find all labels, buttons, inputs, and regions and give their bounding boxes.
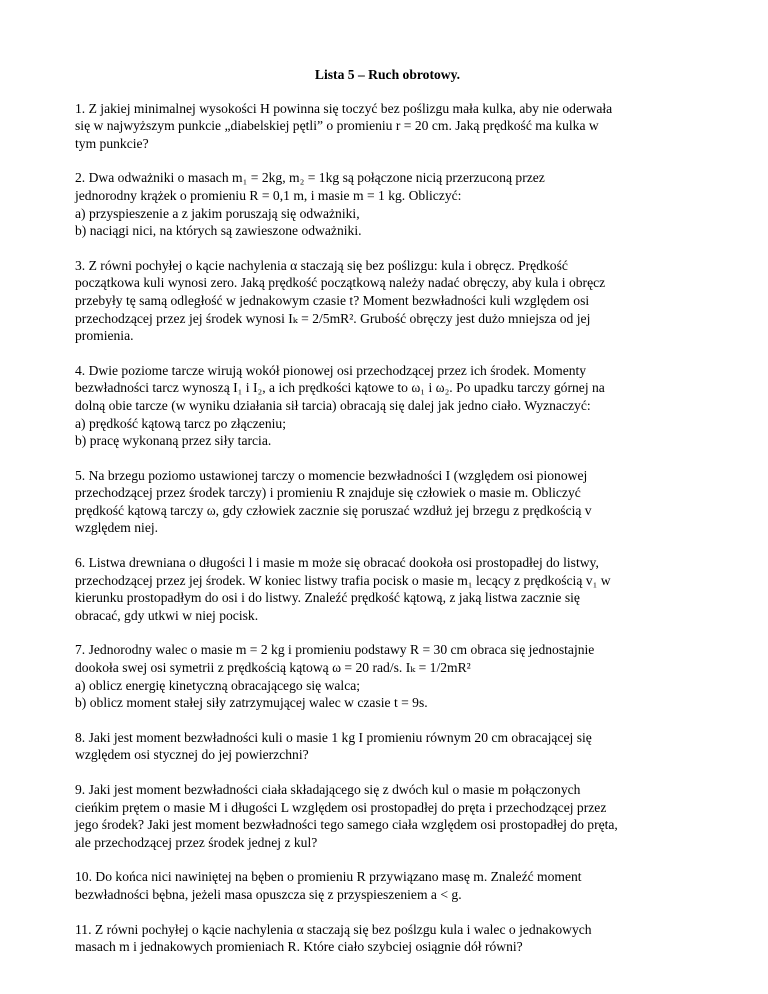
problem-line: masach m i jednakowych promieniach R. Które ciało szybciej osiągnie dół równi? (75, 939, 523, 955)
problem-9 (75, 781, 700, 851)
problem-line: 6. Listwa drewniana o długości l i masie m może się obracać dookoła osi prostopadłej do listwy, (75, 555, 599, 571)
problem-8 (75, 729, 700, 764)
problem-line: 2. Dwa odważniki o masach m₁ = 2kg, m₂ = 1kg są połączone nicią przerzuconą przez (75, 170, 545, 186)
problem-line: ale przechodzącej przez środek jednej z kul? (75, 834, 318, 850)
problem-line: obracać, gdy utkwi w niej pocisk. (75, 607, 259, 623)
problem-line: 3. Z równi pochyłej o kącie nachylenia α staczają się bez poślizgu: kula i obręcz. Prędkość (75, 257, 568, 273)
problem-line: cieńkim prętem o masie M i długości L względem osi prostopadłej do pręta i przechodzącej przez (75, 799, 607, 815)
problem-line: jego środek? Jaki jest moment bezwładności tego samego ciała względem osi prostopadłej do pręta, (75, 817, 618, 833)
problem-1 (75, 100, 700, 153)
document-title: Lista 5 – Ruch obrotowy. (314, 67, 461, 82)
problem-line: bezwładności bębna, jeżeli masa opuszcza się z przyspieszeniem a < g. (75, 886, 462, 902)
problem-line: przechodzącej przez jej środek. W koniec listwy trafia pocisk o masie m₁ lecący z prędkością v₁ w (75, 572, 611, 588)
problem-line: 5. Na brzegu poziomo ustawionej tarczy o momencie bezwładności I (względem osi pionowej (75, 467, 588, 483)
problem-line: względem niej. (75, 520, 159, 536)
problem-line: 9. Jaki jest moment bezwładności ciała składającego się z dwóch kul o masie m połączonych (75, 782, 581, 797)
problem-line: początkowa kuli wynosi zero. Jaką prędkość początkową należy nadać obręczy, aby kula i obręcz (75, 275, 606, 291)
problem-5 (75, 467, 700, 537)
problem-line: bezwładności tarcz wynoszą I₁ i I₂, a ich prędkości kątowe to ω₁ i ω₂. Po upadku tarczy górnej na (75, 380, 605, 396)
problem-line: 11. Z równi pochyłej o kącie nachylenia α staczają się bez poślzgu kula i walec o jednakowych (75, 921, 592, 937)
problem-line: 10. Do końca nici nawiniętej na bęben o promieniu R przywiązano masę m. Znaleźć moment (75, 869, 582, 885)
problem-line: 7. Jednorodny walec o masie m = 2 kg i promieniu podstawy R = 30 cm obraca się jednostajnie (75, 642, 595, 658)
problem-10 (75, 868, 700, 903)
problem-line: 8. Jaki jest moment bezwładności kuli o masie 1 kg I promieniu równym 20 cm obracającej się (75, 729, 592, 745)
problem-line: kierunku prostopadłym do osi i do listwy. Znaleźć prędkość kątową, z jaką listwa zacznie się (75, 590, 580, 606)
problem-line: promienia. (75, 328, 134, 344)
problem-line: tym punkcie? (75, 135, 149, 151)
problem-line: 1. Z jakiej minimalnej wysokości H powinna się toczyć bez poślizgu mała kulka, aby nie oderwała (75, 100, 613, 116)
problem-2 (75, 169, 700, 239)
problem-line: a) oblicz energię kinetyczną obracającego się walca; (75, 677, 361, 693)
problem-line: a) prędkość kątową tarcz po złączeniu; (75, 415, 286, 431)
problem-line: względem osi stycznej do jej powierzchni? (75, 747, 309, 763)
document-page (75, 66, 700, 973)
problem-11 (75, 921, 700, 956)
problem-line: prędkość kątową tarczy ω, gdy człowiek zacznie się poruszać wzdłuż jej brzegu z prędkością v (75, 502, 592, 518)
problem-line: 4. Dwie poziome tarcze wirują wokół pionowej osi przechodzącej przez ich środek. Momenty (75, 362, 587, 378)
problem-line: jednorodny krążek o promieniu R = 0,1 m, i masie m = 1 kg. Obliczyć: (75, 187, 462, 203)
problem-line: się w najwyższym punkcie „diabelskiej pętli” o promieniu r = 20 cm. Jaką prędkość ma kulka w (75, 118, 599, 134)
problem-line: a) przyspieszenie a z jakim poruszają się odważniki, (75, 205, 360, 221)
problem-line: b) pracę wykonaną przez siły tarcia. (75, 433, 272, 449)
problem-line: b) oblicz moment stałej siły zatrzymującej walec w czasie t = 9s. (75, 695, 428, 711)
problem-line: dookoła swej osi symetrii z prędkością kątową ω = 20 rad/s. Iₖ = 1/2mR² (75, 660, 471, 676)
problem-4 (75, 362, 700, 450)
problem-6 (75, 554, 700, 624)
problem-7 (75, 641, 700, 711)
problem-line: przechodzącej przez jej środek wynosi Iₖ = 2/5mR². Grubość obręczy jest dużo mniejsza od jej (75, 310, 591, 326)
problem-line: b) naciągi nici, na których są zawieszone odważniki. (75, 223, 362, 239)
problem-line: dolną obie tarcze (w wyniku działania sił tarcia) obracają się dalej jak jedno ciało. Wyznaczyć: (75, 397, 591, 413)
problem-3 (75, 257, 700, 345)
problem-line: przechodzącej przez środek tarczy) i promieniu R znajduje się człowiek o masie m. Obliczyć (75, 485, 581, 501)
problem-line: przebyły tę samą odległość w jednakowym czasie t? Moment bezwładności kuli względem osi (75, 292, 590, 308)
